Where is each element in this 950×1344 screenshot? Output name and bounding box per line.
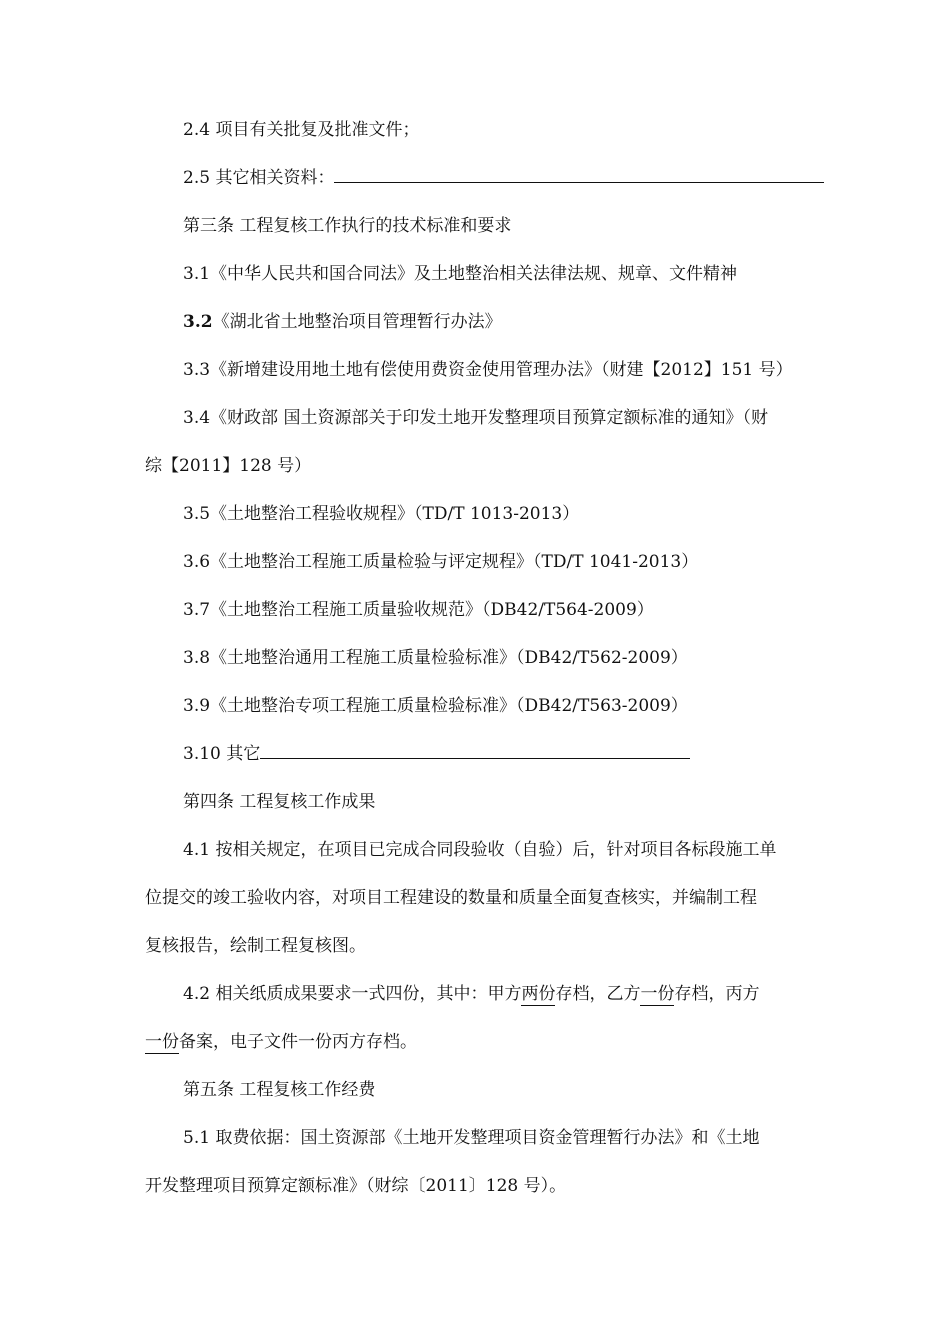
underlined-copies-party-b: 一份 bbox=[640, 984, 675, 1004]
item-3-4-line1: 3.4《财政部 国土资源部关于印发土地开发整理项目预算定额标准的通知》（财 bbox=[183, 408, 768, 428]
item-3-7: 3.7《土地整治工程施工质量验收规范》（DB42/T564-2009） bbox=[183, 600, 654, 620]
item-3-5: 3.5《土地整治工程验收规程》（TD/T 1013-2013） bbox=[183, 504, 580, 524]
item-3-6: 3.6《土地整治工程施工质量检验与评定规程》（TD/T 1041-2013） bbox=[183, 552, 699, 572]
item-2-5-label: 2.5 其它相关资料： bbox=[183, 168, 335, 188]
article-4-heading: 第四条 工程复核工作成果 bbox=[183, 792, 376, 812]
item-3-9: 3.9《土地整治专项工程施工质量检验标准》（DB42/T563-2009） bbox=[183, 696, 688, 716]
item-4-2-line1 bbox=[183, 982, 759, 1006]
item-3-8: 3.8《土地整治通用工程施工质量检验标准》（DB42/T562-2009） bbox=[183, 648, 688, 668]
item-5-1-line2: 开发整理项目预算定额标准》（财综〔2011〕128 号）。 bbox=[145, 1176, 567, 1196]
item-3-1: 3.1《中华人民共和国合同法》及土地整治相关法律法规、规章、文件精神 bbox=[183, 264, 738, 284]
underlined-copies-party-a: 两份 bbox=[521, 984, 556, 1004]
item-4-2-text-a: 4.2 相关纸质成果要求一式四份，其中：甲方 bbox=[183, 984, 522, 1004]
item-3-2-text: 《湖北省土地整治项目管理暂行办法》 bbox=[212, 312, 502, 332]
item-4-1-line1: 4.1 按相关规定，在项目已完成合同段验收（自验）后，针对项目各标段施工单 bbox=[183, 840, 777, 860]
underlined-copies-party-c: 一份 bbox=[145, 1032, 179, 1052]
article-5-heading: 第五条 工程复核工作经费 bbox=[183, 1080, 376, 1100]
item-3-2-number: 3.2 bbox=[183, 312, 213, 332]
item-4-1-line3: 复核报告，绘制工程复核图。 bbox=[145, 936, 366, 956]
item-3-3: 3.3《新增建设用地土地有偿使用费资金使用管理办法》（财建【2012】151 号） bbox=[183, 360, 793, 380]
item-4-2-text-c: 存档，丙方 bbox=[674, 984, 760, 1004]
item-3-4-line2: 综【2011】128 号） bbox=[145, 456, 312, 476]
item-4-2-line2 bbox=[145, 1030, 417, 1054]
item-2-4: 2.4 项目有关批复及批准文件； bbox=[183, 120, 420, 140]
item-4-2-text-b: 存档，乙方 bbox=[555, 984, 641, 1004]
article-3-heading: 第三条 工程复核工作执行的技术标准和要求 bbox=[183, 216, 512, 236]
fill-blank-3-10[interactable] bbox=[260, 742, 690, 759]
item-4-1-line2: 位提交的竣工验收内容，对项目工程建设的数量和质量全面复查核实，并编制工程 bbox=[145, 888, 757, 908]
item-3-10 bbox=[183, 742, 690, 766]
item-3-10-label: 3.10 其它 bbox=[183, 744, 261, 764]
item-5-1-line1: 5.1 取费依据：国土资源部《土地开发整理项目资金管理暂行办法》和《土地 bbox=[183, 1128, 760, 1148]
item-4-2-text-d: 备案，电子文件一份丙方存档。 bbox=[179, 1032, 417, 1052]
item-2-5 bbox=[183, 166, 824, 190]
item-3-2 bbox=[183, 310, 502, 334]
fill-blank-2-5[interactable] bbox=[334, 166, 824, 183]
